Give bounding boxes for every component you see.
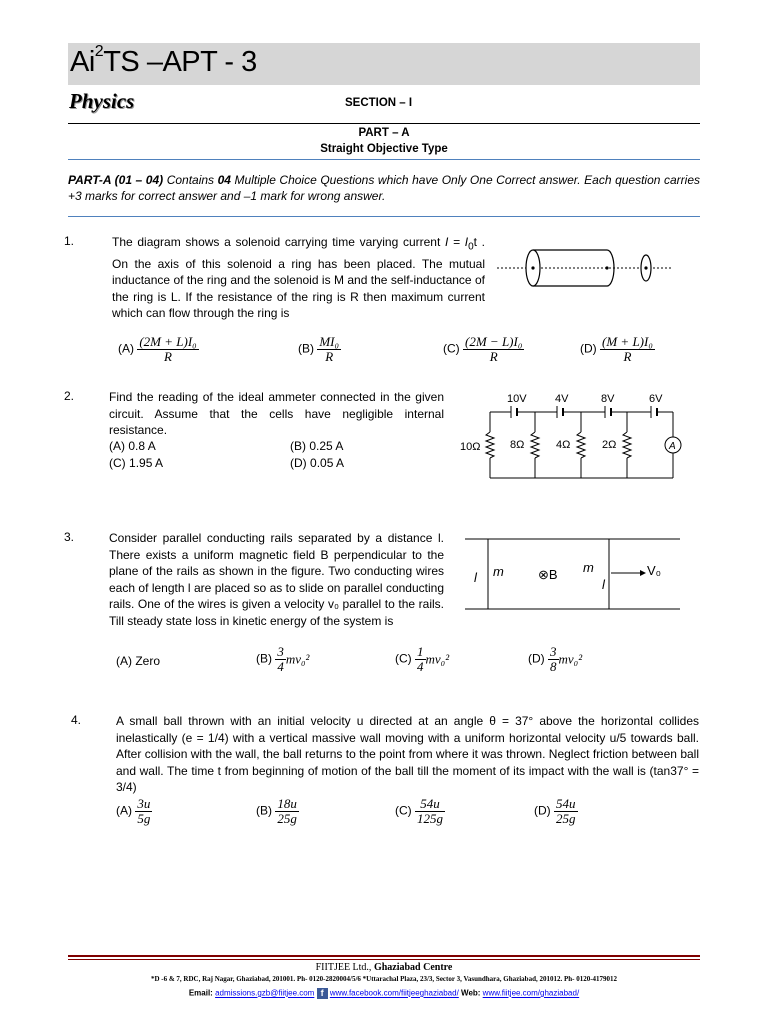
part-title: PART – A	[358, 127, 410, 139]
option[interactable]: (D) $\frac{\text{(M + L)I₀}}{R}$	[580, 334, 653, 364]
option[interactable]: (B) 0.25 A	[290, 439, 344, 453]
label-m: m	[583, 560, 594, 575]
divider	[68, 123, 700, 124]
footer-divider	[68, 959, 700, 960]
paper-title: Ai$^2$TS –APT - 3	[70, 43, 257, 78]
option[interactable]: (B) $\frac{18u}{25g}$	[256, 796, 297, 826]
option[interactable]: (D) 0.05 A	[290, 456, 345, 470]
option[interactable]: (A) Zero	[116, 654, 161, 668]
question-number: 2.	[64, 389, 75, 403]
cell-label: 6V	[649, 393, 663, 405]
web-link[interactable]: www.fiitjee.com/ghaziabad/	[482, 988, 580, 998]
option[interactable]: (B) $\frac{\text{MI₀}}{R}$	[298, 334, 340, 364]
question-number: 3.	[64, 530, 75, 544]
option[interactable]: (D) $\frac{54u}{25g}$	[534, 796, 576, 826]
question-text: Consider parallel conducting rails separated by a distance l. There exists a uniform magnetic field B perpendicular to the plane of the rails as shown in the figure. Two conducting wires each of length l are placed so as to slide on parallel conducting rails. One of the wires is given a velocity v₀ parallel to the rails. Till steady state loss in kinetic energy of the system is	[109, 531, 444, 628]
option[interactable]: (D) $\frac{3}{8}$ mv₀²	[528, 644, 583, 674]
footer-address: *D -6 & 7, RDC, Raj Nagar, Ghaziabad, 201001. Ph- 0120-2820004/5/6 *Uttarachal Plaza, 23/3, Sector 3, Vasundhara, Ghaziabad, 201012. Ph- 0120-4179012	[150, 975, 618, 983]
option[interactable]: (A) $\frac{3u}{5g}$	[116, 796, 151, 826]
option[interactable]: (B) $\frac{3}{4}$ mv₀²	[256, 644, 310, 674]
divider	[68, 216, 700, 217]
resistor-label: 2Ω	[602, 439, 617, 451]
cell-label: 10V	[507, 393, 527, 405]
option[interactable]: (C) $\frac{1}{4}$ mv₀²	[395, 644, 450, 674]
facebook-icon[interactable]: f	[317, 988, 328, 999]
solenoid-diagram	[495, 243, 675, 293]
question-text: The diagram shows a solenoid carrying time varying current $I = I_0t$ . On the axis of this solenoid a ring has been placed. The mutual inductance of the ring and the solenoid is M and the self-inductance of the ring is L. If the resistance of the ring is R then maximum current which can flow through the ring is	[112, 235, 485, 321]
resistor-label: 8Ω	[510, 439, 525, 451]
section-label: SECTION – I	[345, 97, 413, 109]
ammeter-label: A	[669, 441, 676, 452]
option[interactable]: (A) $\frac{\text{(2M + L)I₀}}{R}$	[118, 334, 197, 364]
question-number: 4.	[71, 713, 82, 727]
subject-title: Physics	[69, 89, 135, 113]
cell-label: 4V	[555, 393, 569, 405]
footer-org: FIITJEE Ltd., Ghaziabad Centre	[315, 962, 453, 973]
option[interactable]: (C) $\frac{\text{(2M − L)I₀}}{R}$	[443, 334, 523, 364]
question-text: A small ball thrown with an initial velocity u directed at an angle θ = 37° above the horizontal collides inelastically (e = 1/4) with a vertical massive wall moving with a uniform horizontal velocity u/5 towards ball. After collision with the wall, the ball returns to the point from where it was thrown. Neglect friction between ball and wall. The time t from beginning of motion of the ball till the moment of its impact with the wall is (tan37° = 3/4)	[116, 714, 699, 794]
option[interactable]: (C) $\frac{54u}{125g}$	[395, 796, 444, 826]
label-m: m	[493, 564, 504, 579]
label-field: ⊗B	[538, 567, 558, 582]
footer-divider	[68, 955, 700, 957]
resistor-label: 4Ω	[556, 439, 571, 451]
cell-label: 8V	[601, 393, 615, 405]
circuit-diagram	[455, 390, 695, 485]
facebook-link[interactable]: www.facebook.com/fiitjeeghaziabad/	[329, 988, 459, 998]
resistor-label: 10Ω	[460, 441, 481, 453]
option[interactable]: (C) 1.95 A	[109, 456, 164, 470]
label-velocity: V₀	[647, 563, 662, 578]
footer-contact: Email: admissions.gzb@fiitjee.com f www.facebook.com/fiitjeeghaziabad/ Web: www.fiitjee.com/ghaziabad/	[188, 988, 580, 998]
option[interactable]: (A) 0.8 A	[109, 439, 156, 453]
question-number: 1.	[64, 234, 75, 248]
question-text: Find the reading of the ideal ammeter connected in the given circuit. Assume that the cells have negligible internal resistance.	[109, 390, 444, 437]
divider	[68, 159, 700, 160]
part-subtitle: Straight Objective Type	[320, 143, 448, 155]
instructions: PART-A (01 – 04) Contains 04 Multiple Choice Questions which have Only One Correct answer. Each question carries +3 marks for correct answer and –1 mark for wrong answer.	[68, 173, 701, 203]
label-l: l	[474, 570, 477, 585]
label-l: l	[602, 577, 605, 592]
rails-diagram	[462, 533, 682, 613]
email-link[interactable]: admissions.gzb@fiitjee.com	[215, 988, 315, 998]
